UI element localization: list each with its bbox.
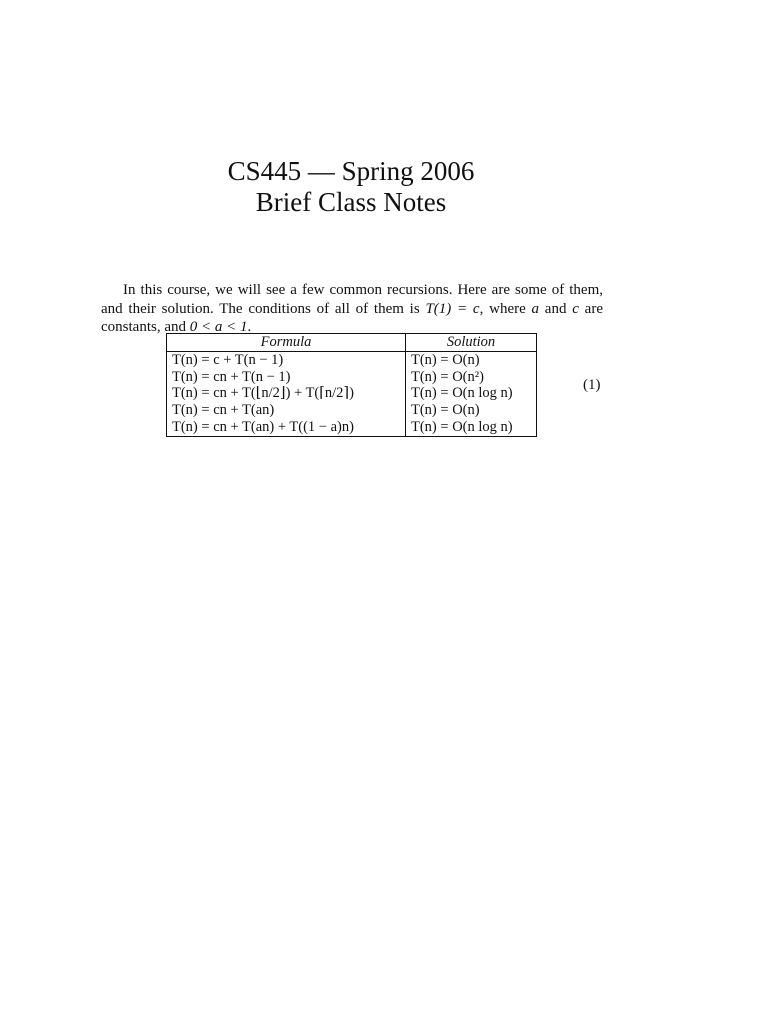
intro-range: 0 < a < 1 — [189, 319, 248, 336]
solution-cell: T(n) = O(n) — [406, 351, 537, 368]
document-title — [0, 156, 702, 218]
formula-cell: T(n) = cn + T(⌊n/2⌋) + T(⌈n/2⌉) — [167, 385, 406, 402]
intro-text-3: and — [539, 300, 573, 317]
equation-number: (1) — [583, 377, 601, 393]
solution-cell: T(n) = O(n²) — [406, 369, 537, 386]
intro-paragraph — [101, 281, 603, 337]
table-header-row — [167, 334, 537, 352]
intro-var-c: c — [572, 300, 579, 317]
table-row — [167, 385, 537, 402]
intro-condition: T(1) = c — [425, 300, 480, 317]
formula-cell: T(n) = cn + T(an) — [167, 402, 406, 419]
intro-text-2: , where — [479, 300, 532, 317]
formula-cell: T(n) = cn + T(n − 1) — [167, 369, 406, 386]
formula-cell: T(n) = c + T(n − 1) — [167, 351, 406, 368]
title-course-line: CS445 — Spring 2006 — [227, 156, 475, 186]
formula-cell: T(n) = cn + T(an) + T((1 − a)n) — [167, 419, 406, 436]
solution-cell: T(n) = O(n log n) — [406, 385, 537, 402]
intro-text-5: . — [247, 319, 252, 336]
intro-text-4: are constants, and — [101, 300, 603, 336]
title-notes-line: Brief Class Notes — [255, 187, 447, 217]
table-row — [167, 351, 537, 368]
column-header-formula: Formula — [167, 334, 406, 352]
table-row — [167, 419, 537, 436]
intro-text-1: In this course, we will see a few common recursions. Here are some of them, and their solution. The conditions of all of them is — [101, 282, 603, 317]
recursion-table — [166, 333, 537, 437]
table-row — [167, 369, 537, 386]
column-header-solution: Solution — [406, 334, 537, 352]
table-row — [167, 402, 537, 419]
solution-cell: T(n) = O(n) — [406, 402, 537, 419]
solution-cell: T(n) = O(n log n) — [406, 419, 537, 436]
intro-var-a: a — [531, 300, 540, 317]
